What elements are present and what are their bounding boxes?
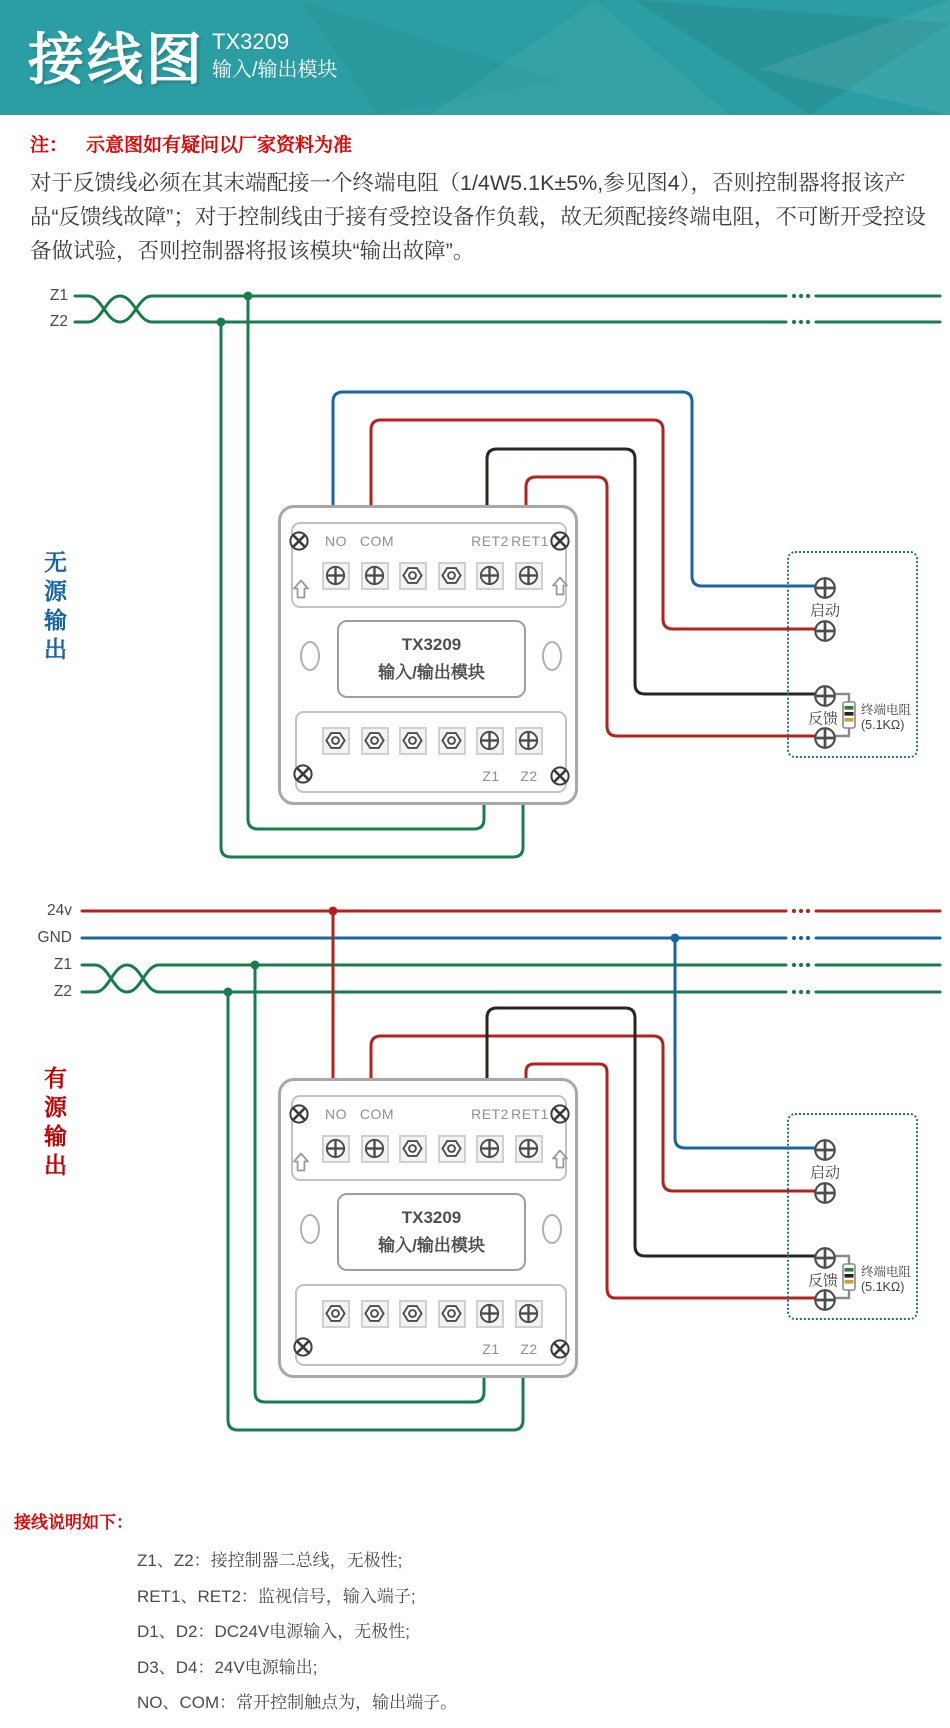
mounting-hole bbox=[542, 1214, 562, 1244]
module-model: TX3209 bbox=[401, 1208, 462, 1227]
module-nameplate bbox=[337, 1193, 526, 1271]
up-arrow-icon bbox=[291, 578, 311, 600]
hex-nut-icon bbox=[324, 729, 347, 752]
phillips-screw-icon bbox=[812, 1287, 838, 1313]
hex-nut-icon bbox=[401, 1137, 424, 1160]
terminal-hex bbox=[399, 727, 427, 755]
corner-screw-icon bbox=[549, 1103, 571, 1125]
hex-nut-icon bbox=[363, 729, 386, 752]
corner-screw-icon bbox=[292, 1336, 314, 1358]
corner-screw-icon bbox=[549, 765, 571, 787]
resistor-label: 终端电阻 (5.1KΩ) bbox=[861, 703, 912, 732]
mounting-hole bbox=[542, 641, 562, 671]
top-terminal-row bbox=[322, 562, 543, 590]
up-arrow-icon bbox=[550, 575, 570, 597]
terminal-label-z2: Z2 bbox=[520, 768, 538, 784]
bottom-terminal-row bbox=[322, 727, 543, 755]
phillips-screw-icon bbox=[478, 564, 501, 587]
phillips-screw-icon bbox=[478, 1137, 501, 1160]
phillips-screw-icon bbox=[812, 683, 838, 709]
terminal-label-z2: Z2 bbox=[520, 1341, 538, 1357]
wire-z2-bus2 bbox=[82, 965, 786, 992]
hex-nut-icon bbox=[440, 564, 463, 587]
phillips-screw-icon bbox=[324, 1137, 347, 1160]
terminal-phillips bbox=[515, 1300, 543, 1328]
phillips-screw-icon bbox=[812, 725, 838, 751]
phillips-screw-icon bbox=[812, 575, 838, 601]
hex-nut-icon bbox=[401, 1302, 424, 1325]
module-name: 输入/输出模块 bbox=[378, 1236, 485, 1255]
header-module-name: 输入/输出模块 bbox=[212, 59, 338, 81]
terminal-hex bbox=[438, 727, 466, 755]
hex-nut-icon bbox=[440, 1137, 463, 1160]
wire-z2-bus bbox=[75, 296, 786, 322]
terminal-label-ret2: RET2 bbox=[471, 533, 509, 549]
terminal-hex bbox=[322, 727, 350, 755]
module-name: 输入/输出模块 bbox=[378, 663, 485, 682]
hex-nut-icon bbox=[324, 1302, 347, 1325]
mounting-hole bbox=[300, 641, 320, 671]
terminal-hex bbox=[399, 562, 427, 590]
terminal-label-no: NO bbox=[325, 1106, 347, 1122]
terminal-phillips bbox=[361, 562, 389, 590]
corner-screw-icon bbox=[288, 1103, 310, 1125]
terminal-label-com: COM bbox=[359, 1106, 395, 1122]
terminal-phillips bbox=[476, 1300, 504, 1328]
wire-z1-bus2 bbox=[82, 965, 786, 992]
resistor-label: 终端电阻 (5.1KΩ) bbox=[861, 1265, 912, 1294]
feedback-label: 反馈 bbox=[807, 1272, 839, 1290]
note-warning: 注： 示意图如有疑问以厂家资料为准 bbox=[30, 135, 353, 156]
start-label: 启动 bbox=[809, 602, 841, 620]
corner-screw-icon bbox=[549, 530, 571, 552]
hex-nut-icon bbox=[401, 564, 424, 587]
terminal-label-no: NO bbox=[325, 533, 347, 549]
phillips-screw-icon bbox=[517, 1137, 540, 1160]
phillips-screw-icon bbox=[517, 729, 540, 752]
phillips-screw-icon bbox=[363, 564, 386, 587]
section-label-active: 有源输出 bbox=[41, 1066, 67, 1182]
feedback-terminal bbox=[812, 1245, 838, 1271]
terminal-phillips bbox=[515, 727, 543, 755]
legend-item: NO、COM：常开控制触点为，输出端子。 bbox=[137, 1693, 458, 1712]
feedback-terminal bbox=[812, 1287, 838, 1313]
terminal-phillips bbox=[322, 1135, 350, 1163]
terminal-phillips bbox=[476, 562, 504, 590]
terminal-label-ret1: RET1 bbox=[511, 533, 549, 549]
bus-label-z1-2: Z1 bbox=[53, 956, 72, 973]
terminal-label-ret1: RET1 bbox=[511, 1106, 549, 1122]
terminal-phillips bbox=[322, 562, 350, 590]
wire-z1-bus bbox=[75, 296, 786, 322]
legend-item: D3、D4：24V电源输出; bbox=[137, 1657, 318, 1677]
section-label-passive: 无源输出 bbox=[41, 550, 67, 666]
terminal-hex bbox=[399, 1135, 427, 1163]
bottom-terminal-row bbox=[322, 1300, 543, 1328]
legend-item: Z1、Z2：接控制器二总线，无极性; bbox=[137, 1551, 403, 1570]
hex-nut-icon bbox=[401, 729, 424, 752]
phillips-screw-icon bbox=[812, 1245, 838, 1271]
hex-nut-icon bbox=[440, 1302, 463, 1325]
legend-title: 接线说明如下： bbox=[14, 1513, 133, 1532]
start-label: 启动 bbox=[809, 1164, 841, 1182]
feedback-label: 反馈 bbox=[807, 710, 839, 728]
legend-item: RET1、RET2：监视信号，输入端子; bbox=[137, 1586, 416, 1606]
legend-item: D1、D2：DC24V电源输入，无极性; bbox=[137, 1622, 410, 1641]
header-model: TX3209 bbox=[212, 29, 290, 54]
terminal-phillips bbox=[476, 727, 504, 755]
note-body: 对于反馈线必须在其末端配接一个终端电阻（1/4W5.1K±5%,参见图4），否则控制器将报该产品“反馈线故障”；对于控制线由于接有受控设备作负载，故无须配接终端电阻，不可断开受控设备做试验，否则控制器将报该模块“输出故障”。 bbox=[30, 171, 926, 263]
start-terminal bbox=[812, 1180, 838, 1206]
terminal-phillips bbox=[515, 562, 543, 590]
terminal-hex bbox=[361, 1300, 389, 1328]
phillips-screw-icon bbox=[478, 729, 501, 752]
io-module-active bbox=[278, 1078, 578, 1378]
io-module-passive bbox=[278, 505, 578, 805]
start-terminal bbox=[812, 618, 838, 644]
phillips-screw-icon bbox=[363, 1137, 386, 1160]
phillips-screw-icon bbox=[812, 1180, 838, 1206]
terminal-label-com: COM bbox=[359, 533, 395, 549]
top-terminal-row bbox=[322, 1135, 543, 1163]
terminal-label-ret2: RET2 bbox=[471, 1106, 509, 1122]
phillips-screw-icon bbox=[478, 1302, 501, 1325]
terminal-phillips bbox=[361, 1135, 389, 1163]
terminal-hex bbox=[438, 1135, 466, 1163]
terminal-label-z1: Z1 bbox=[482, 1341, 500, 1357]
terminal-label-z1: Z1 bbox=[482, 768, 500, 784]
controlled-device-box-active bbox=[787, 1113, 918, 1320]
module-nameplate bbox=[337, 620, 526, 698]
start-terminal bbox=[812, 575, 838, 601]
bus-label-gnd: GND bbox=[37, 929, 72, 946]
corner-screw-icon bbox=[549, 1338, 571, 1360]
terminal-phillips bbox=[515, 1135, 543, 1163]
phillips-screw-icon bbox=[517, 1302, 540, 1325]
hex-nut-icon bbox=[363, 1302, 386, 1325]
feedback-terminal bbox=[812, 683, 838, 709]
phillips-screw-icon bbox=[324, 564, 347, 587]
bus-label-z2-2: Z2 bbox=[53, 983, 72, 1000]
phillips-screw-icon bbox=[812, 1137, 838, 1163]
terminal-hex bbox=[438, 562, 466, 590]
bus-label-z2: Z2 bbox=[49, 313, 68, 330]
phillips-screw-icon bbox=[812, 618, 838, 644]
terminal-hex bbox=[322, 1300, 350, 1328]
start-terminal bbox=[812, 1137, 838, 1163]
terminal-hex bbox=[399, 1300, 427, 1328]
terminal-phillips bbox=[476, 1135, 504, 1163]
terminal-hex bbox=[438, 1300, 466, 1328]
feedback-terminal bbox=[812, 725, 838, 751]
up-arrow-icon bbox=[550, 1148, 570, 1170]
controlled-device-box-passive bbox=[787, 551, 918, 758]
module-model: TX3209 bbox=[401, 635, 462, 654]
up-arrow-icon bbox=[291, 1151, 311, 1173]
corner-screw-icon bbox=[292, 763, 314, 785]
bus-label-z1: Z1 bbox=[49, 287, 68, 304]
phillips-screw-icon bbox=[517, 564, 540, 587]
terminal-hex bbox=[361, 727, 389, 755]
hex-nut-icon bbox=[440, 729, 463, 752]
bus-label-24v: 24v bbox=[47, 902, 72, 919]
corner-screw-icon bbox=[288, 530, 310, 552]
mounting-hole bbox=[300, 1214, 320, 1244]
page-title: 接线图 bbox=[28, 28, 205, 91]
